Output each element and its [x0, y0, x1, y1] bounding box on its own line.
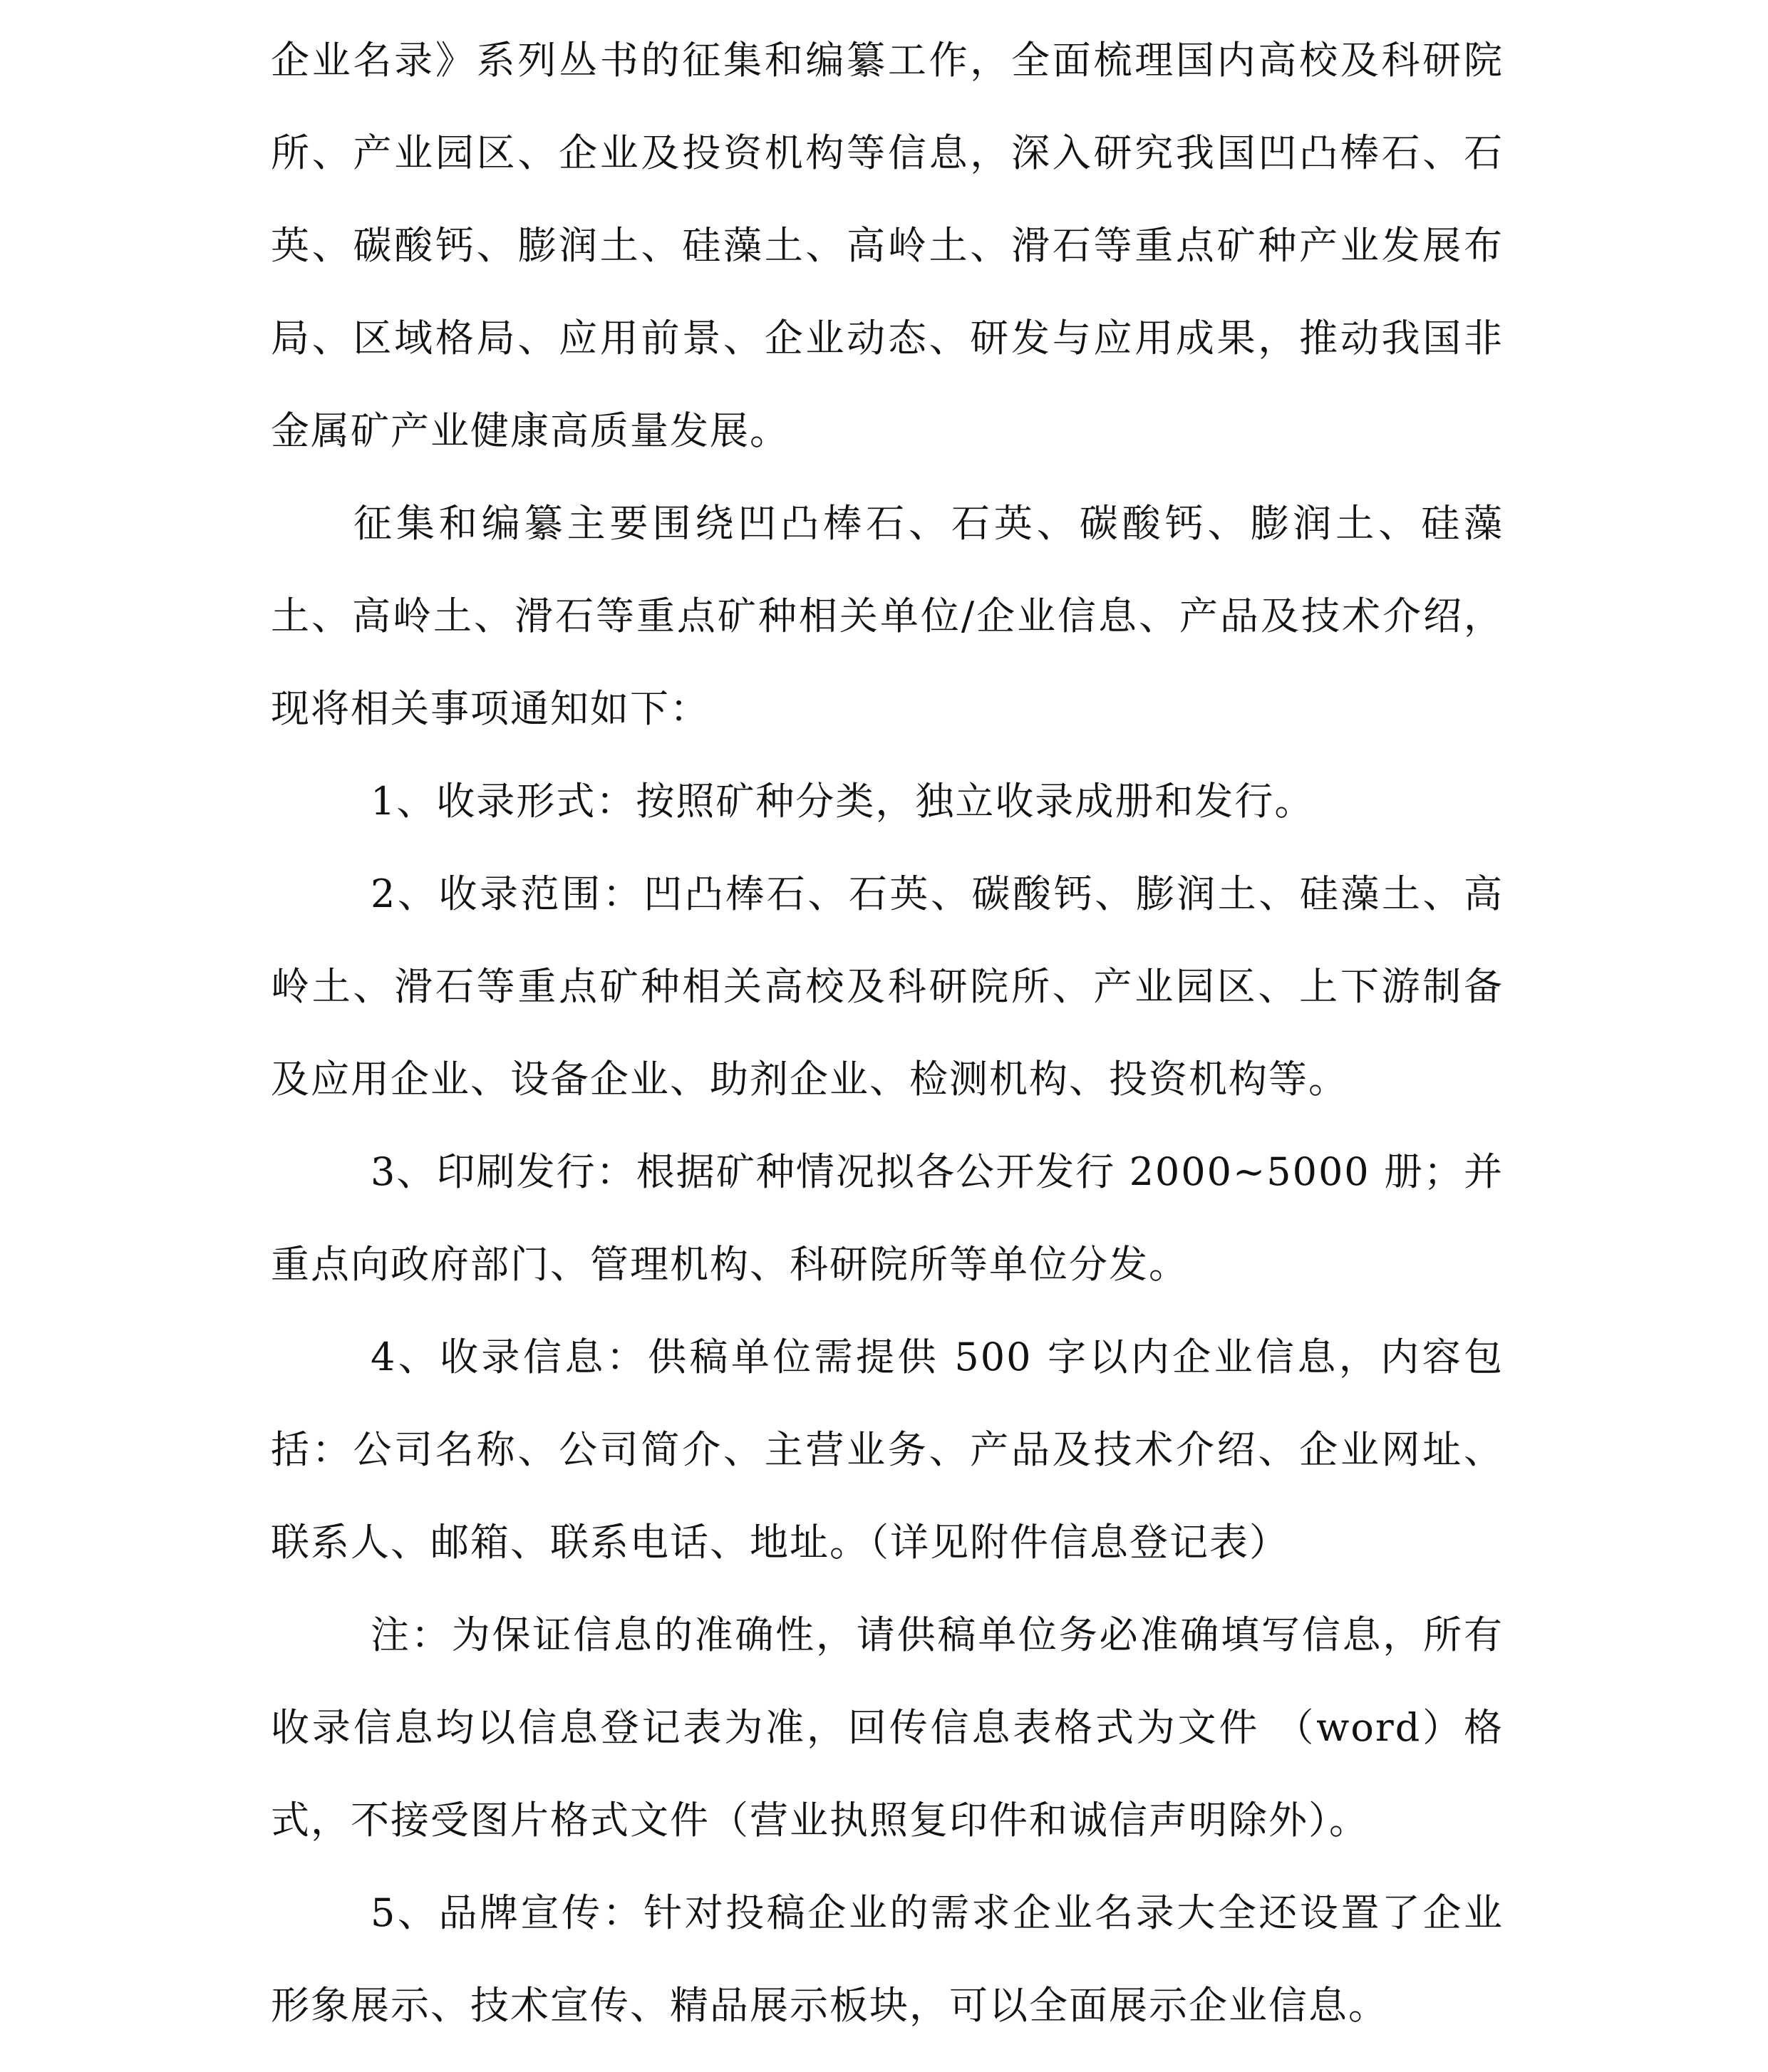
paragraph-item-4-information: 4、收录信息：供稿单位需提供 500 字以内企业信息，内容包括：公司名称、公司简介、主营业务、产品及技术介绍、企业网址、联系人、邮箱、联系电话、地址。（详见附件信息登记表） [271, 1335, 1504, 1565]
paragraph-item-3-printing: 3、印刷发行：根据矿种情况拟各公开发行 2000~5000 册；并重点向政府部门、管理机构、科研院所等单位分发。 [271, 1149, 1504, 1287]
paragraph-item-2-range: 2、收录范围：凹凸棒石、石英、碳酸钙、膨润土、硅藻土、高岭土、滑石等重点矿种相关高校及科研院所、产业园区、上下游制备及应用企业、设备企业、助剂企业、检测机构、投资机构等。 [271, 871, 1504, 1102]
paragraph-item-5-branding: 5、品牌宣传：针对投稿企业的需求企业名录大全还设置了企业形象展示、技术宣传、精品展示板块，可以全面展示企业信息。 [271, 1890, 1504, 2028]
document-page [271, 14, 1504, 2052]
paragraph-note: 注：为保证信息的准确性，请供稿单位务必准确填写信息，所有收录信息均以信息登记表为准，回传信息表格式为文件 （word）格式，不接受图片格式文件（营业执照复印件和诚信声明除外）。 [271, 1612, 1504, 1843]
paragraph-item-1-format: 1、收录形式：按照矿种分类，独立收录成册和发行。 [371, 779, 1315, 824]
paragraph-scope-overview: 征集和编纂主要围绕凹凸棒石、石英、碳酸钙、膨润土、硅藻土、高岭土、滑石等重点矿种相关单位/企业信息、产品及技术介绍，现将相关事项通知如下： [271, 501, 1504, 731]
paragraph-intro-continuation: 企业名录》系列丛书的征集和编纂工作，全面梳理国内高校及科研院所、产业园区、企业及投资机构等信息，深入研究我国凹凸棒石、石英、碳酸钙、膨润土、硅藻土、高岭土、滑石等重点矿种产业发展布局、区域格局、应用前景、企业动态、研发与应用成果，推动我国非金属矿产业健康高质量发展。 [271, 38, 1504, 453]
